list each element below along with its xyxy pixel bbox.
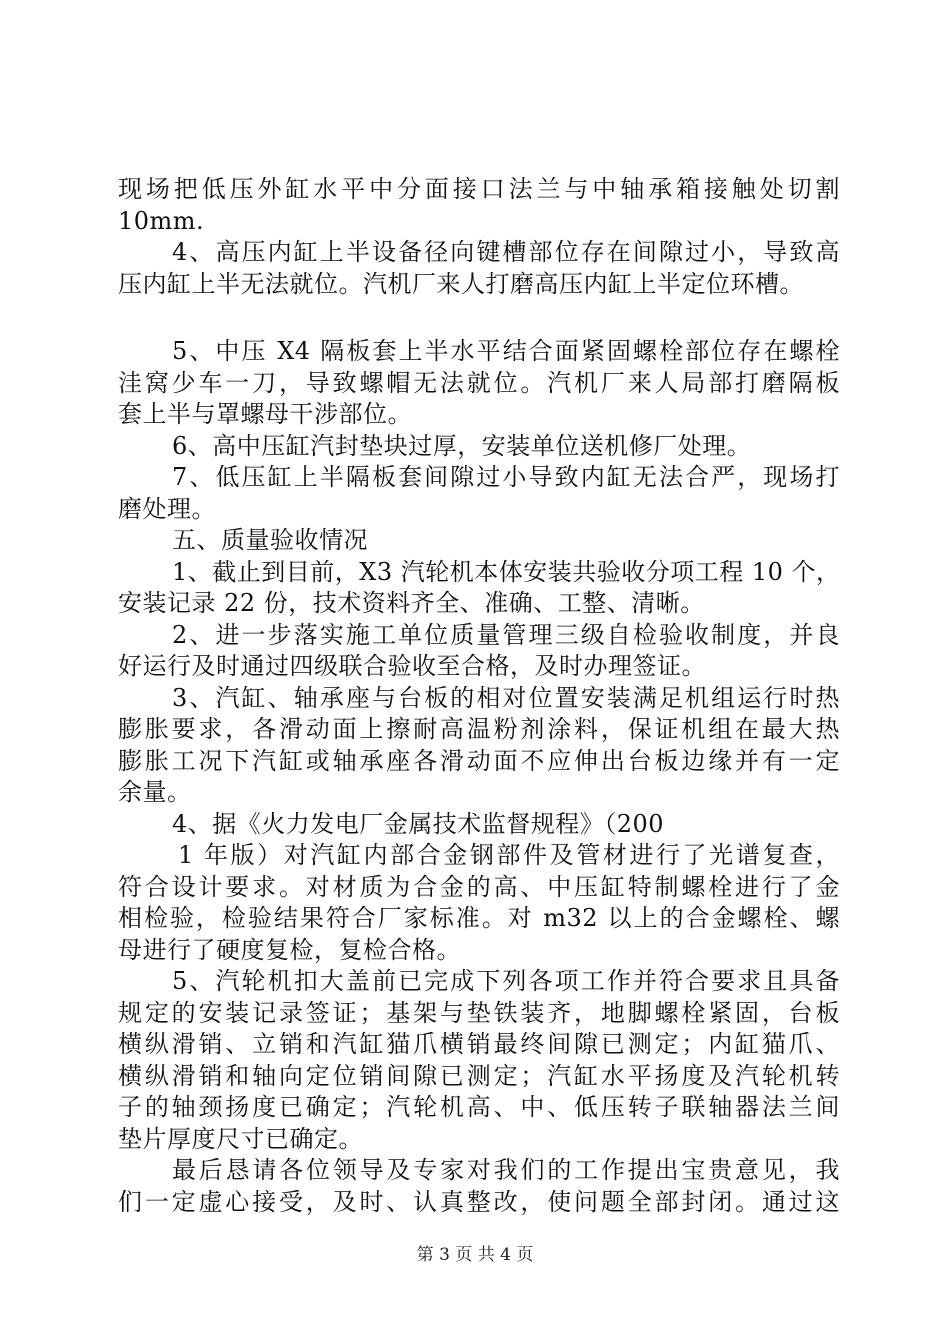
text-line: 五、质量验收情况 <box>172 526 368 554</box>
paragraph-item-4-hp-inner-casing <box>118 237 840 300</box>
text-line: 余量。 <box>118 778 192 806</box>
paragraph-acceptance-2 <box>118 620 840 683</box>
text-line: 1 年版）对汽缸内部合金钢部件及管材进行了光谱复查， <box>178 841 840 869</box>
page-number-footer: 第 3 页 共 4 页 <box>416 1245 534 1265</box>
text-line: 们一定虚心接受，及时、认真整改，使问题全部封闭。通过这 <box>118 1187 840 1216</box>
text-line: 现场把低压外缸水平中分面接口法兰与中轴承箱接触处切割 <box>118 175 840 203</box>
text-line: 7、低压缸上半隔板套间隙过小导致内缸无法合严，现场打 <box>172 463 840 491</box>
text-line: 子的轴颈扬度已确定；汽轮机高、中、低压转子联轴器法兰间 <box>118 1093 840 1121</box>
text-line: 4、高压内缸上半设备径向键槽部位存在间隙过小，导致高 <box>172 238 840 266</box>
text-line: 横纵滑销、立销和汽缸猫爪横销最终间隙已测定；内缸猫爪、 <box>118 1030 840 1058</box>
section-heading-quality-acceptance <box>118 525 840 557</box>
text-line: 磨处理。 <box>118 494 216 523</box>
paragraph-cut-flange <box>118 174 840 237</box>
paragraph-acceptance-5 <box>118 966 840 1155</box>
paragraph-acceptance-1 <box>118 557 840 620</box>
paragraph-spacer <box>118 300 840 336</box>
paragraph-item-7-lp-casing <box>118 462 840 525</box>
text-line: 最后恳请各位领导及专家对我们的工作提出宝贵意见，我 <box>172 1156 840 1184</box>
text-line: 3、汽缸、轴承座与台板的相对位置安装满足机组运行时热 <box>172 683 840 712</box>
text-line: 规定的安装记录签证；基架与垫铁装齐，地脚螺栓紧固，台板 <box>118 998 840 1027</box>
paragraph-item-6-gland-pad <box>118 431 840 463</box>
text-line: 安装记录 22 份，技术资料齐全、准确、工整、清晰。 <box>118 589 705 617</box>
text-line: 横纵滑销和轴向定位销间隙已测定；汽缸水平扬度及汽轮机转 <box>118 1061 840 1090</box>
paragraph-acceptance-3 <box>118 683 840 809</box>
text-line: 垫片厚度尺寸已确定。 <box>118 1124 363 1153</box>
paragraph-item-5-ip-diaphragm <box>118 336 840 431</box>
paragraph-closing <box>118 1155 840 1218</box>
text-line: 符合设计要求。对材质为合金的高、中压缸特制螺栓进行了金 <box>118 872 840 901</box>
text-line: 6、高中压缸汽封垫块过厚，安装单位送机修厂处理。 <box>172 431 752 460</box>
document-body <box>118 174 840 1218</box>
text-line: 5、汽轮机扣大盖前已完成下列各项工作并符合要求且具备 <box>172 967 840 995</box>
text-line: 相检验，检验结果符合厂家标准。对 m32 以上的合金螺栓、螺 <box>118 904 840 932</box>
text-line: 压内缸上半无法就位。汽机厂来人打磨高压内缸上半定位环槽。 <box>118 269 804 298</box>
text-line: 4、据《火力发电厂金属技术监督规程》（200 <box>172 809 665 838</box>
text-line: 10mm. <box>118 206 205 235</box>
text-line: 母进行了硬度复检，复检合格。 <box>118 935 461 964</box>
text-line: 5、中压 X4 隔板套上半水平结合面紧固螺栓部位存在螺栓 <box>172 337 840 365</box>
paragraph-acceptance-4 <box>118 809 840 967</box>
text-line: 好运行及时通过四级联合验收至合格，及时办理签证。 <box>118 652 706 680</box>
text-line: 膨胀要求，各滑动面上擦耐高温粉剂涂料，保证机组在最大热 <box>118 715 840 743</box>
text-line: 洼窝少车一刀，导致螺帽无法就位。汽机厂来人局部打磨隔板 <box>118 368 840 397</box>
text-line: 膨胀工况下汽缸或轴承座各滑动面不应伸出台板边缘并有一定 <box>118 746 840 775</box>
text-line: 套上半与罩螺母干涉部位。 <box>118 400 412 428</box>
text-line: 2、进一步落实施工单位质量管理三级自检验收制度，并良 <box>172 620 840 649</box>
text-line: 1、截止到目前，X3 汽轮机本体安装共验收分项工程 10 个， <box>172 557 841 586</box>
